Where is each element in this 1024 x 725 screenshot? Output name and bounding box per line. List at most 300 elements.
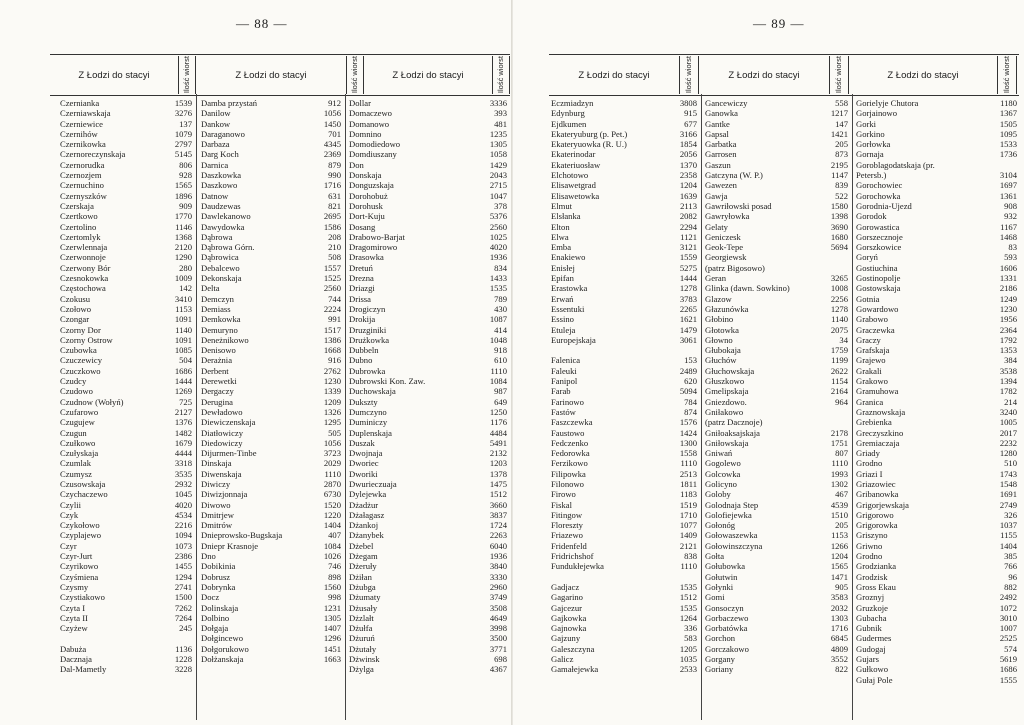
table-row [705,479,850,489]
distance-value: 1220 [323,509,341,520]
station-name: Gostinopolje [856,273,901,284]
station-name: Dąbrowa [201,231,233,242]
station-name: Dolbino [201,612,230,623]
station-name: Dżułfa [349,623,373,634]
table-header [50,54,510,96]
station-name: Grodno [856,551,883,562]
distance-value: 1468 [999,231,1017,242]
table-row [60,417,194,427]
distance-value: 4345 [323,139,341,150]
table-row [705,376,850,386]
distance-value: 1091 [174,314,192,325]
distance-value: 1266 [830,540,848,551]
table-row [201,283,343,293]
table-row [201,149,343,159]
table-row [349,98,509,108]
station-name: Petersb.) [856,170,887,181]
table-row [551,530,699,540]
table-row [856,469,1019,479]
station-name: Griady [856,448,880,459]
distance-value: 1736 [999,149,1017,160]
distance-value: 1421 [830,128,848,139]
station-name: Gajnowka [551,623,587,634]
column-rule [345,94,346,720]
table-row [856,397,1019,407]
table-row [349,654,509,664]
distance-value: 378 [494,200,507,211]
table-row [705,314,850,324]
table-row [60,180,194,190]
distance-value: 1367 [999,108,1017,119]
station-name: Golofiejewka [705,509,752,520]
table-row [60,263,194,273]
station-name: Etuleja [551,324,576,335]
station-name: Gułaj Pole [856,674,893,685]
station-name: Czongar [60,314,90,325]
distance-value: 1716 [830,623,848,634]
station-name: Czylii [60,499,82,510]
distance-value: 2513 [679,468,697,479]
station-name: Gorochowka [856,190,901,201]
station-name: Elwa [551,231,569,242]
station-name: Ganowka [705,108,738,119]
station-name: Erwań [551,293,574,304]
table-row [60,149,194,159]
distance-value: 1180 [1000,98,1017,108]
table-row [856,386,1019,396]
table-row [856,160,1019,170]
station-name: Fridrichshof [551,551,594,562]
table-row [349,438,509,448]
table-row [551,355,699,365]
station-name: Datnow [201,190,229,201]
table-row [705,582,850,592]
station-name: Czychaczewo [60,489,108,500]
distance-value: 746 [328,561,341,572]
table-row [856,675,1019,685]
distance-value: 698 [494,654,507,665]
distance-value: 2032 [830,602,848,613]
station-name: Demiass [201,303,231,314]
distance-value: 2533 [679,664,697,675]
station-name: Damba przystań [201,98,258,108]
distance-value: 1035 [679,654,697,665]
table-row [705,654,850,664]
distance-value: 1560 [323,581,341,592]
table-row [349,180,509,190]
station-name: Dżutały [349,643,377,654]
table-row [349,160,509,170]
station-name: Czertkowo [60,211,98,222]
distance-value: 1331 [999,273,1017,284]
distance-value: 1520 [323,499,341,510]
station-name: Czernuchino [60,180,104,191]
station-name: Grodno [856,458,883,469]
station-name: Gniłakowo [705,406,744,417]
station-name: Czugujew [60,417,95,428]
station-name: Grigorowo [856,509,894,520]
distance-value: 1444 [679,273,697,284]
distance-value: 1077 [679,520,697,531]
station-name: Delta [201,283,220,294]
distance-value: 205 [835,520,848,531]
station-name: Gogolewo [705,458,741,469]
station-name: Grabowo [856,314,888,325]
distance-value: 1249 [999,293,1017,304]
table-row [201,366,343,376]
distance-value: 1073 [174,540,192,551]
distance-value: 508 [328,252,341,263]
table-row [705,201,850,211]
distance-value: 2932 [174,478,192,489]
distance-value: 504 [179,355,192,366]
distance-value: 1110 [324,468,341,479]
distance-value: 6040 [489,540,507,551]
distance-value: 467 [835,489,848,500]
table-row [551,613,699,623]
table-row [705,623,850,633]
table-row [201,469,343,479]
table-row [201,232,343,242]
station-name: Gaszun [705,159,731,170]
table-row [349,613,509,623]
station-name: Geran [705,273,726,284]
distance-value: 1479 [679,324,697,335]
distance-value: 806 [179,159,192,170]
distance-value: 1153 [831,530,848,541]
station-name: Dżwinsk [349,654,380,665]
distance-value: 3508 [489,602,507,613]
station-name: Gorodok [856,211,887,222]
table-row [349,407,509,417]
station-name: Daraganowo [201,128,245,139]
station-name: Fitingow [551,509,583,520]
table-row [705,211,850,221]
distance-value: 5275 [679,262,697,273]
station-name: Dawlekanowo [201,211,251,222]
distance-value: 208 [328,231,341,242]
distance-value: 677 [684,118,697,129]
distance-value: 1558 [679,448,697,459]
station-name: Dżylga [349,664,374,675]
table-row [551,170,699,180]
distance-value: 1471 [830,571,848,582]
distance-value: 964 [835,396,848,407]
distance-value: 784 [684,396,697,407]
table-row [60,376,194,386]
table-row [201,242,343,252]
station-name: Gajzuny [551,633,581,644]
table-row [349,242,509,252]
distance-value: 744 [328,293,341,304]
distance-value: 1084 [489,376,507,387]
table-row [60,98,194,108]
table-row [705,489,850,499]
distance-value: 1555 [999,674,1017,685]
table-row [705,252,850,262]
station-name: Gorbatówka [705,623,748,634]
station-name: Griwno [856,540,883,551]
table-row [349,386,509,396]
station-name: Dorohobuż [349,190,388,201]
station-name: Geok-Tepe [705,242,744,253]
distance-value: 4649 [489,612,507,623]
table-row [349,458,509,468]
header-station: Z Łodzi do stacyi [887,69,959,81]
distance-value: 1084 [323,540,341,551]
distance-value: 1203 [489,458,507,469]
table-row [551,448,699,458]
table-row [856,149,1019,159]
table-row [60,623,194,633]
table-row [349,366,509,376]
distance-value: 1008 [830,283,848,294]
table-row [201,314,343,324]
distance-value: 2715 [489,180,507,191]
header-distance: Ilość wiorst [679,56,699,94]
distance-value: 510 [1004,458,1017,469]
station-name: Eczmiadzyn [551,98,594,108]
table-row [551,633,699,643]
distance-value: 3410 [174,293,192,304]
distance-value: 1482 [174,427,192,438]
table-row [60,458,194,468]
station-name: Gorłowka [856,139,891,150]
table-row [551,561,699,571]
distance-value: 430 [494,303,507,314]
distance-value: 3276 [174,108,192,119]
table-row [551,149,699,159]
table-row [201,428,343,438]
station-name: Dumczyno [349,406,387,417]
distance-value: 1235 [489,128,507,139]
distance-value: 1686 [174,365,192,376]
station-name: Dołgincewo [201,633,244,644]
distance-value: 1353 [999,345,1017,356]
station-name: Dawydowka [201,221,245,232]
distance-value: 879 [328,159,341,170]
table-row [705,520,850,530]
station-name: Czernozjem [60,170,102,181]
table-row [705,438,850,448]
distance-value: 2256 [830,293,848,304]
distance-value: 987 [494,386,507,397]
table-row [349,211,509,221]
station-name: Czudowo [60,386,93,397]
table-row [201,603,343,613]
station-name: Golicyno [705,478,737,489]
station-name: Fedczenko [551,437,589,448]
distance-value: 1433 [489,273,507,284]
header-distance: Ilość wiorst [997,56,1017,94]
station-name: Dworiki [349,468,378,479]
station-name: Duchowskaja [349,386,396,397]
station-name: Gołubowka [705,561,746,572]
table-row [551,242,699,252]
table-row [856,479,1019,489]
table-row [551,211,699,221]
table-row [60,541,194,551]
distance-value: 7264 [174,612,192,623]
table-row [856,139,1019,149]
station-name: Gribanowka [856,489,899,500]
distance-value: 1751 [830,437,848,448]
table-row [201,397,343,407]
station-name: Dnieprowsko-Bugskaja [201,530,283,541]
table-row [201,448,343,458]
station-name: Ekateryuowka (R. U.) [551,139,627,150]
station-name: Ekaterinodar [551,149,596,160]
table-row [349,520,509,530]
distance-value: 1854 [679,139,697,150]
column-rule [852,94,853,720]
table-row [201,458,343,468]
station-name: Gołowinszczyna [705,540,763,551]
distance-value: 1559 [679,252,697,263]
distance-value: 1302 [830,478,848,489]
table-row [349,469,509,479]
distance-value: 3538 [999,365,1017,376]
distance-value: 1205 [679,643,697,654]
table-row [856,283,1019,293]
station-name: Dretuń [349,262,373,273]
station-column [856,98,1019,685]
table-row [856,407,1019,417]
distance-value: 1136 [175,643,192,654]
distance-value: 385 [1004,551,1017,562]
distance-value: 2369 [323,149,341,160]
station-name: Granica [856,396,884,407]
table-row [705,180,850,190]
table-row [705,345,850,355]
distance-value: 701 [328,128,341,139]
station-name: Czugun [60,427,87,438]
station-name: Czyta II [60,612,88,623]
table-row [705,149,850,159]
table-row [60,139,194,149]
station-name: Gajcezur [551,602,583,613]
station-name: Ekateriuosław [551,159,601,170]
table-row [349,222,509,232]
table-row [201,417,343,427]
table-row [60,438,194,448]
table-row [551,232,699,242]
station-name: Gołutwin [705,571,738,582]
distance-value: 1026 [323,551,341,562]
header-distance: Ilość wiorst [492,56,510,94]
station-name: Firowo [551,489,576,500]
table-row [201,119,343,129]
table-row [856,119,1019,129]
distance-value: 3808 [679,98,697,108]
station-name: Garbatka [705,139,737,150]
table-row [705,510,850,520]
distance-value: 34 [839,334,848,345]
table-row [201,335,343,345]
station-name: Daszkowo [201,180,238,191]
table-row [856,376,1019,386]
station-column [201,98,343,664]
station-name: Diwenskaja [201,468,242,479]
distance-value: 882 [1004,581,1017,592]
distance-value: 1300 [679,437,697,448]
table-row [60,129,194,139]
distance-value: 2224 [323,303,341,314]
table-row [201,438,343,448]
table-row [349,510,509,520]
table-row [201,644,343,654]
table-row [856,222,1019,232]
table-row [856,252,1019,262]
station-name: Dylejewka [349,489,387,500]
table-row [60,283,194,293]
header-distance: Ilość wiorst [346,56,364,94]
distance-value: 481 [494,118,507,129]
table-row [201,633,343,643]
table-row [551,325,699,335]
distance-value: 1295 [323,417,341,428]
table-row [349,551,509,561]
station-name: Falenica [551,355,581,366]
table-row [60,510,194,520]
distance-value: 2560 [489,221,507,232]
table-row [349,273,509,283]
table-row [201,211,343,221]
header-station: Z Łodzi do stacyi [392,69,464,81]
distance-value: 3749 [489,592,507,603]
distance-value: 2113 [680,200,697,211]
station-name: Diwizjonnaja [201,489,248,500]
distance-value: 384 [1004,355,1017,366]
station-name: Fastów [551,406,576,417]
station-name: Dorohusk [349,200,383,211]
table-row [705,458,850,468]
distance-value: 336 [684,623,697,634]
table-row [60,345,194,355]
table-row [856,314,1019,324]
distance-value: 1743 [999,468,1017,479]
table-row [60,304,194,314]
station-name: Głuszkowo [705,376,745,387]
table-row [705,397,850,407]
station-name: Czernianka [60,98,100,108]
station-name: Gułkowo [856,664,888,675]
station-name: Gorodnia-Ujezd [856,200,912,211]
table-row [856,438,1019,448]
distance-value: 4534 [174,509,192,520]
distance-value: 1326 [323,406,341,417]
distance-value: 1533 [999,139,1017,150]
station-name: Domodiedowo [349,139,401,150]
distance-value: 1176 [490,417,507,428]
station-name: Demuryno [201,324,238,335]
distance-value: 1087 [489,314,507,325]
table-row [201,654,343,664]
table-row [705,644,850,654]
table-row [60,469,194,479]
station-name: Goloby [705,489,731,500]
distance-value: 2870 [323,478,341,489]
station-name: Głobino [705,314,734,325]
table-row [60,325,194,335]
station-name: Gorczakowo [705,643,749,654]
distance-value: 3500 [489,633,507,644]
station-name: Duminiczy [349,417,388,428]
table-row [201,191,343,201]
column-rule [196,94,197,720]
distance-value: 214 [1004,396,1017,407]
distance-value: 1305 [489,139,507,150]
